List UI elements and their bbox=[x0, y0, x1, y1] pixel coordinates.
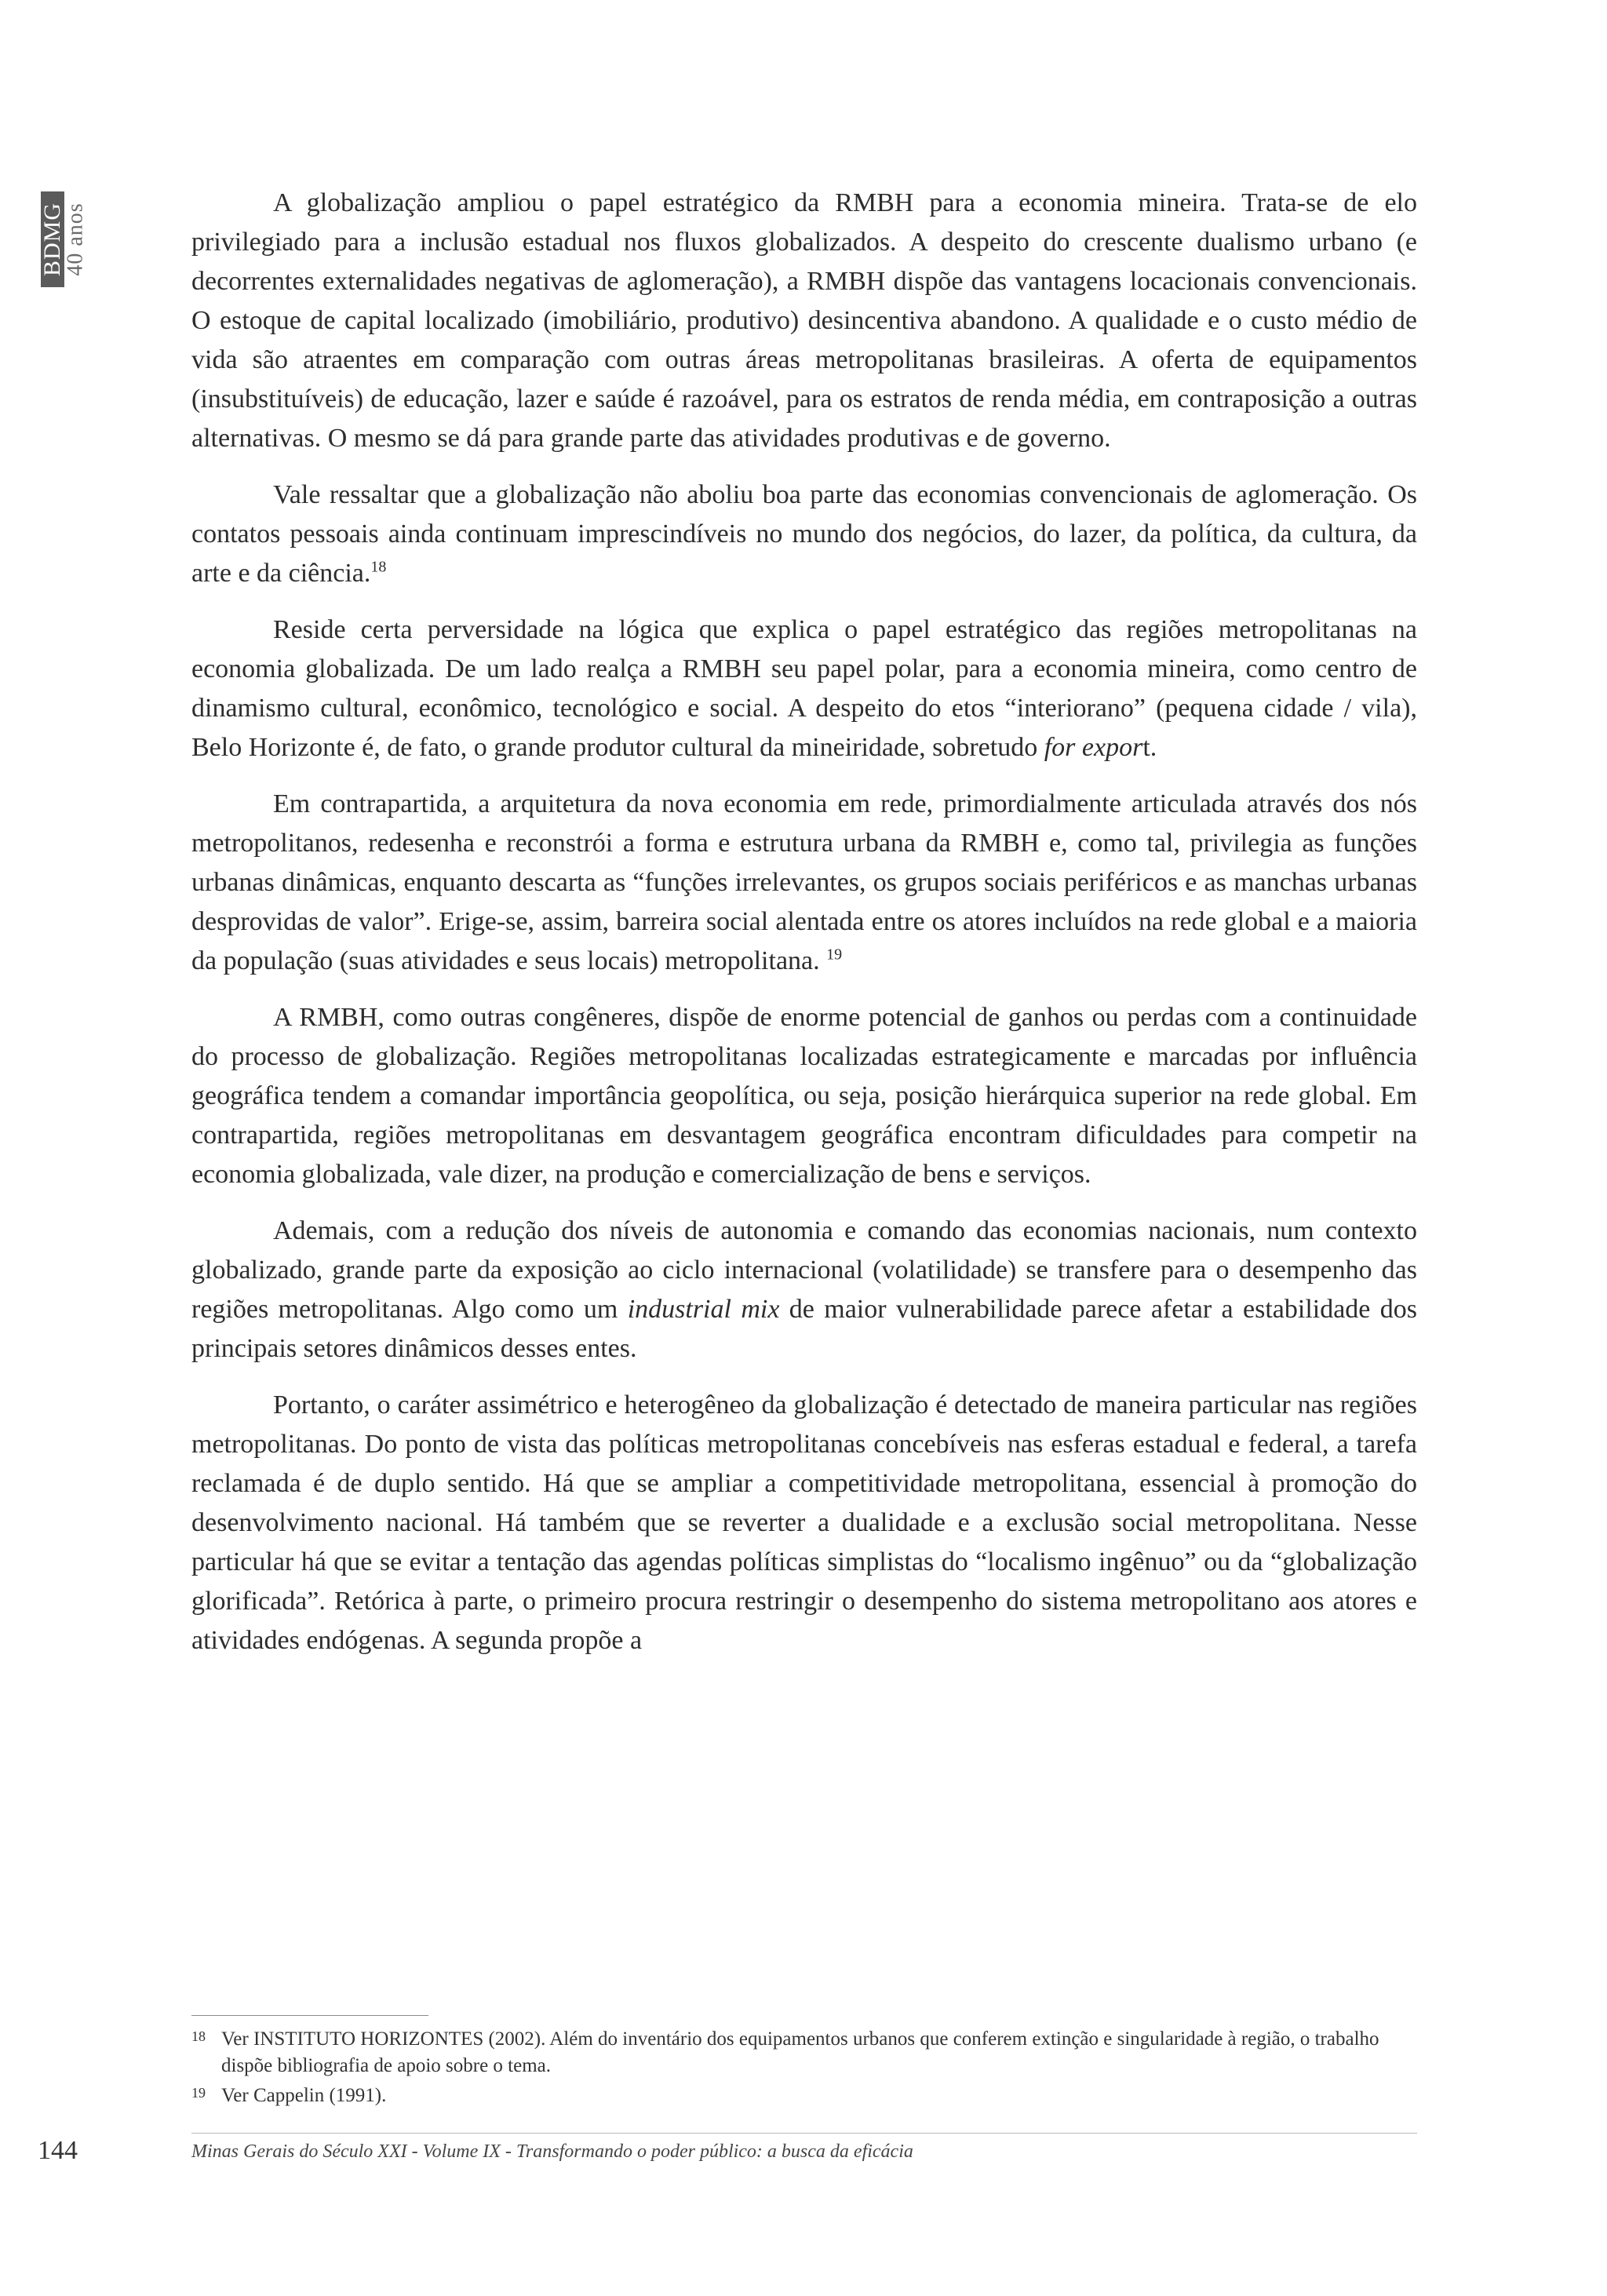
footnote-ref-18[interactable]: 18 bbox=[370, 558, 387, 576]
paragraph-5-text: A RMBH, como outras congêneres, dispõe de enorme potencial de ganhos ou perdas com a continuidade do processo de globalização. Regiões metropolitanas localizadas estrategicamente e marcadas por influência geográfica tendem a comandar importância geopolítica, ou seja, posição hierárquica superior na rede global. Em contrapartida, regiões metropolitanas em desvantagem geográfica encontram dificuldades para competir na economia globalizada, vale dizer, na produção e comercialização de bens e serviços. bbox=[191, 1003, 1417, 1189]
footnote-19 bbox=[191, 2083, 1417, 2109]
footnote-separator bbox=[191, 2015, 428, 2016]
paragraph-6 bbox=[191, 1212, 1417, 1368]
paragraph-7 bbox=[191, 1386, 1417, 1660]
logo-brand-text: BDMG bbox=[39, 202, 66, 277]
footnote-ref-19[interactable]: 19 bbox=[826, 946, 843, 964]
paragraph-6-tail: de maior vulnerabilidade parece afetar a estabilidade dos principais setores dinâmicos desses entes. bbox=[191, 1295, 1417, 1363]
paragraph-2-text: Vale ressaltar que a globalização não aboliu boa parte das economias convencionais de aglomeração. Os contatos pessoais ainda continuam imprescindíveis no mundo dos negócios, do lazer, da política, da cultura, da arte e da ciência. bbox=[191, 480, 1417, 588]
paragraph-1 bbox=[191, 184, 1417, 458]
paragraph-3 bbox=[191, 610, 1417, 767]
running-footer-title: Minas Gerais do Século XXI - Volume IX - Transformando o poder público: a busca da eficácia bbox=[191, 2141, 913, 2162]
paragraph-6-italic: industrial mix bbox=[627, 1295, 780, 1324]
logo-brand-block bbox=[41, 191, 64, 287]
logo-years-block bbox=[64, 191, 88, 287]
footnote-18 bbox=[191, 2026, 1417, 2079]
paragraph-6-text: Ademais, com a redução dos níveis de autonomia e comando das economias nacionais, num contexto globalizado, grande parte da exposição ao ciclo internacional (volatilidade) se transfere para o desempenho das regiões metropolitanas. Algo como um bbox=[191, 1216, 1417, 1324]
paragraph-4 bbox=[191, 785, 1417, 981]
footnote-text: Ver INSTITUTO HORIZONTES (2002). Além do inventário dos equipamentos urbanos que conferem extinção e singularidade à região, o trabalho dispõe bibliografia de apoio sobre o tema. bbox=[221, 2028, 1379, 2076]
logo-years-text: 40 anos bbox=[64, 202, 89, 276]
paragraph-5 bbox=[191, 998, 1417, 1194]
paragraph-3-italic: for expor bbox=[1044, 733, 1143, 762]
body-text bbox=[191, 184, 1417, 1678]
footnote-text: Ver Cappelin (1991). bbox=[221, 2085, 387, 2106]
paragraph-4-text: Em contrapartida, a arquitetura da nova economia em rede, primordialmente articulada através dos nós metropolitanos, redesenha e reconstrói a forma e estrutura urbana da RMBH e, como tal, privilegia as funções urbanas dinâmicas, enquanto descarta as “funções irrelevantes, os grupos sociais periféricos e as manchas urbanas desprovidas de valor”. Erige-se, assim, barreira social alentada entre os atores incluídos na rede global e a maioria da população (suas atividades e seus locais) metropolitana. bbox=[191, 789, 1417, 975]
side-logo bbox=[38, 191, 94, 287]
footnote-number: 19 bbox=[191, 2085, 206, 2101]
footer-separator bbox=[191, 2133, 1417, 2134]
paragraph-3-text: Reside certa perversidade na lógica que explica o papel estratégico das regiões metropolitanas na economia globalizada. De um lado realça a RMBH seu papel polar, para a economia mineira, como centro de dinamismo cultural, econômico, tecnológico e social. A despeito do etos “interiorano” (pequena cidade / vila), Belo Horizonte é, de fato, o grande produtor cultural da mineiridade, sobretudo bbox=[191, 615, 1417, 762]
paragraph-7-text: Portanto, o caráter assimétrico e heterogêneo da globalização é detectado de maneira particular nas regiões metropolitanas. Do ponto de vista das políticas metropolitanas concebíveis nas esferas estadual e federal, a tarefa reclamada é de duplo sentido. Há que se ampliar a competitividade metropolitana, essencial à promoção do desenvolvimento nacional. Há também que se reverter a dualidade e a exclusão social metropolitana. Nesse particular há que se evitar a tentação das agendas políticas simplistas do “localismo ingênuo” ou da “globalização glorificada”. Retórica à parte, o primeiro procura restringir o desempenho do sistema metropolitano aos atores e atividades endógenas. A segunda propõe a bbox=[191, 1390, 1417, 1655]
page-number: 144 bbox=[38, 2136, 78, 2165]
footnotes bbox=[191, 2026, 1417, 2112]
footnote-number: 18 bbox=[191, 2028, 206, 2044]
paragraph-3-tail: t. bbox=[1142, 733, 1157, 762]
paragraph-1-text: A globalização ampliou o papel estratégico da RMBH para a economia mineira. Trata-se de elo privilegiado para a inclusão estadual nos fluxos globalizados. A despeito do crescente dualismo urbano (e decorrentes externalidades negativas de aglomeração), a RMBH dispõe das vantagens locacionais convencionais. O estoque de capital localizado (imobiliário, produtivo) desincentiva abandono. A qualidade e o custo médio de vida são atraentes em comparação com outras áreas metropolitanas brasileiras. A oferta de equipamentos (insubstituíveis) de educação, lazer e saúde é razoável, para os estratos de renda média, em contraposição a outras alternativas. O mesmo se dá para grande parte das atividades produtivas e de governo. bbox=[191, 188, 1417, 453]
paragraph-2 bbox=[191, 476, 1417, 593]
